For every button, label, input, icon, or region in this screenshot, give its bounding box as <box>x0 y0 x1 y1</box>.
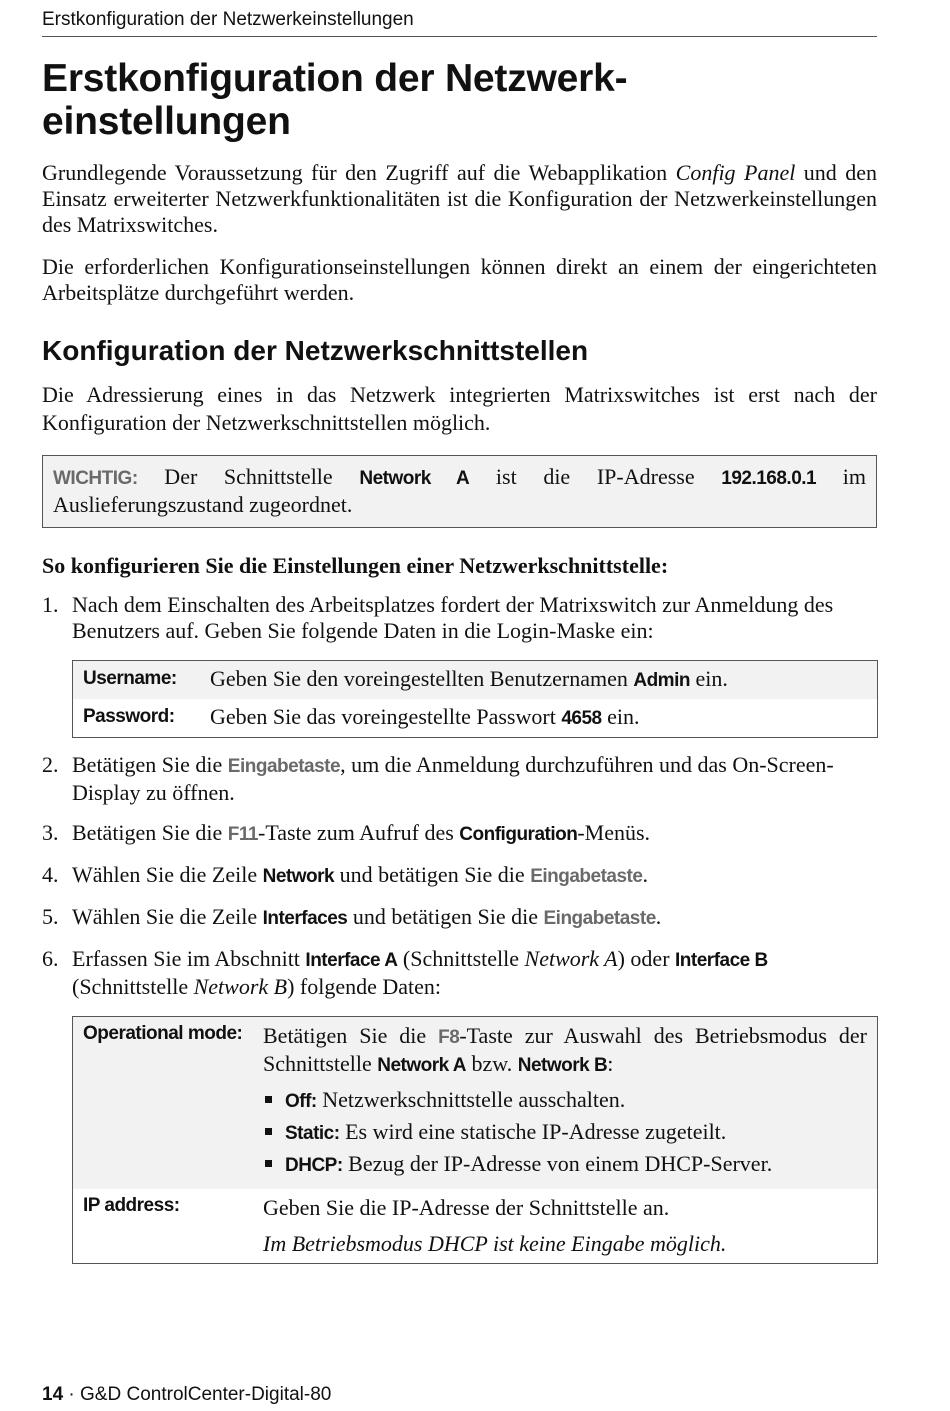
password-value: 4658 <box>561 708 602 729</box>
page-title-line-2: einstellungen <box>42 100 291 143</box>
step-number: 3. <box>42 820 59 845</box>
step-text: . <box>655 904 662 929</box>
table-row <box>73 1189 878 1264</box>
key-name: Eingabetaste <box>530 866 643 887</box>
step-text: (Schnittstelle <box>72 974 194 999</box>
step-text: Nach dem Einschalten des Arbeitsplatzes fordert der Matrixswitch zur Anmeldung des Benutzers auf. Geben Sie folgende Daten in die Login-Maske ein: <box>72 592 834 643</box>
menu-item-name: Interfaces <box>262 908 348 929</box>
parameter-table <box>72 1016 878 1264</box>
interface-name: Network A <box>377 1055 467 1076</box>
list-item <box>263 1151 867 1179</box>
intro-text: Grundlegende Voraussetzung für den Zugriff auf die Webapplikation <box>42 160 676 185</box>
note-text: im Auslieferungszustand zugeordnet. <box>53 464 866 517</box>
value-text: Geben Sie das voreingestellte Passwort <box>210 704 562 729</box>
step-3 <box>42 820 877 848</box>
value-text: Betätigen Sie die <box>263 1023 439 1048</box>
login-table <box>72 660 878 738</box>
menu-name: Configuration <box>459 824 578 845</box>
menu-item-name: Network <box>262 866 335 887</box>
section-paragraph: Die Adressierung eines in das Netzwerk integrierten Matrixswitches ist erst nach der Konfiguration der Netzwerkschnittstellen möglich. <box>42 382 877 435</box>
step-number: 4. <box>42 862 59 887</box>
value-text: ein. <box>601 704 640 729</box>
product-name: G&D ControlCenter-Digital-80 <box>80 1384 332 1405</box>
value-text: bzw. <box>466 1051 518 1076</box>
option-label: Off: <box>285 1091 317 1112</box>
step-text: Wählen Sie die Zeile <box>72 904 263 929</box>
note-text: ist die IP-Adresse <box>469 464 722 489</box>
key-name: F8 <box>438 1027 460 1048</box>
step-text: und betätigen Sie die <box>347 904 544 929</box>
param-value <box>253 1017 878 1190</box>
intro-paragraph-2: Die erforderlichen Konfigurationseinstellungen können direkt an einem der eingerichteten Arbeitsplätze durchgeführt werden. <box>42 254 877 305</box>
param-key-operational-mode: Operational mode: <box>73 1017 254 1190</box>
key-name: Eingabetaste <box>227 756 341 777</box>
step-number: 5. <box>42 904 59 929</box>
interface-name: Network B <box>193 974 288 999</box>
step-text: und betätigen Sie die <box>334 862 531 887</box>
intro-paragraph-1 <box>42 160 877 238</box>
interface-name: Network B <box>517 1055 608 1076</box>
page-title-line-1: Erstkonfiguration der Netzwerk- <box>42 57 628 100</box>
step-5 <box>42 904 877 932</box>
option-text: Netzwerkschnittstelle ausschalten. <box>316 1087 626 1112</box>
step-text: ) folgende Daten: <box>287 974 442 999</box>
step-text: ) oder <box>617 946 676 971</box>
key-name: F11 <box>227 824 258 845</box>
option-text: Bezug der IP-Adresse von einem DHCP-Server. <box>342 1151 773 1176</box>
app-name: Config Panel <box>675 160 796 185</box>
important-note <box>42 455 877 528</box>
option-text: Es wird eine statische IP-Adresse zugeteilt. <box>339 1119 727 1144</box>
step-text: Wählen Sie die Zeile <box>72 862 263 887</box>
step-4 <box>42 862 877 890</box>
document-page <box>42 0 877 1278</box>
running-header: Erstkonfiguration der Netzwerkeinstellungen <box>42 0 877 37</box>
step-1 <box>42 592 877 738</box>
step-text: -Taste zum Aufruf des <box>258 820 460 845</box>
interface-name: Network A <box>524 946 618 971</box>
step-text: (Schnittstelle <box>397 946 525 971</box>
step-text: -Menüs. <box>577 820 651 845</box>
value-text: -Taste zur Auswahl des Betriebsmodus der Schnittstelle <box>263 1023 867 1076</box>
option-label: Static: <box>285 1123 340 1144</box>
mode-options-list <box>263 1087 867 1179</box>
section-heading: Konfiguration der Netzwerkschnittstellen <box>42 335 589 366</box>
section-name: Interface A <box>305 950 398 971</box>
interface-name: Network A <box>359 468 470 489</box>
table-row <box>73 699 878 738</box>
login-key-username: Username: <box>73 661 201 700</box>
step-number: 2. <box>42 752 59 777</box>
step-text: , um die Anmeldung durchzuführen und das On-Screen-Display zu öffnen. <box>72 752 834 805</box>
login-value <box>200 699 878 738</box>
param-value <box>253 1189 878 1264</box>
page-title <box>42 57 877 143</box>
login-value <box>200 661 878 700</box>
list-item <box>263 1087 867 1115</box>
step-number: 6. <box>42 946 59 971</box>
step-text: Betätigen Sie die <box>72 820 228 845</box>
note-text: Der Schnittstelle <box>137 464 360 489</box>
step-text: Erfassen Sie im Abschnitt <box>72 946 306 971</box>
table-row <box>73 1017 878 1190</box>
param-description <box>263 1023 867 1079</box>
page-footer <box>42 1384 331 1406</box>
table-row <box>73 661 878 700</box>
step-2 <box>42 752 877 806</box>
intro-text: und den Einsatz erweiterter Netzwerkfunktionalitäten ist die Konfiguration der Netzwerkeinstellungen des Matrixswitches. <box>42 160 878 237</box>
step-number: 1. <box>42 592 59 617</box>
param-description: Geben Sie die IP-Adresse der Schnittstelle an. <box>263 1195 670 1220</box>
list-item <box>263 1119 867 1147</box>
param-note: Im Betriebsmodus DHCP ist keine Eingabe möglich. <box>263 1231 727 1256</box>
steps-list <box>42 592 877 1264</box>
instructions-title: So konfigurieren Sie die Einstellungen einer Netzwerkschnittstelle: <box>42 553 669 578</box>
page-number: 14 <box>42 1384 64 1405</box>
value-text: Geben Sie den voreingestellten Benutzernamen <box>210 666 634 691</box>
value-text: : <box>607 1051 614 1076</box>
ip-address: 192.168.0.1 <box>721 468 817 489</box>
footer-separator: · <box>63 1384 81 1405</box>
login-key-password: Password: <box>83 706 175 727</box>
value-text: ein. <box>689 666 728 691</box>
section-name: Interface B <box>675 950 768 971</box>
username-value: Admin <box>633 670 690 691</box>
step-text: Betätigen Sie die <box>72 752 228 777</box>
key-name: Eingabetaste <box>543 908 656 929</box>
option-label: DHCP: <box>285 1155 343 1176</box>
note-label: WICHTIG: <box>53 468 138 489</box>
step-6 <box>42 946 877 1264</box>
param-key-ip-address: IP address: <box>83 1195 180 1216</box>
step-text: . <box>642 862 648 887</box>
